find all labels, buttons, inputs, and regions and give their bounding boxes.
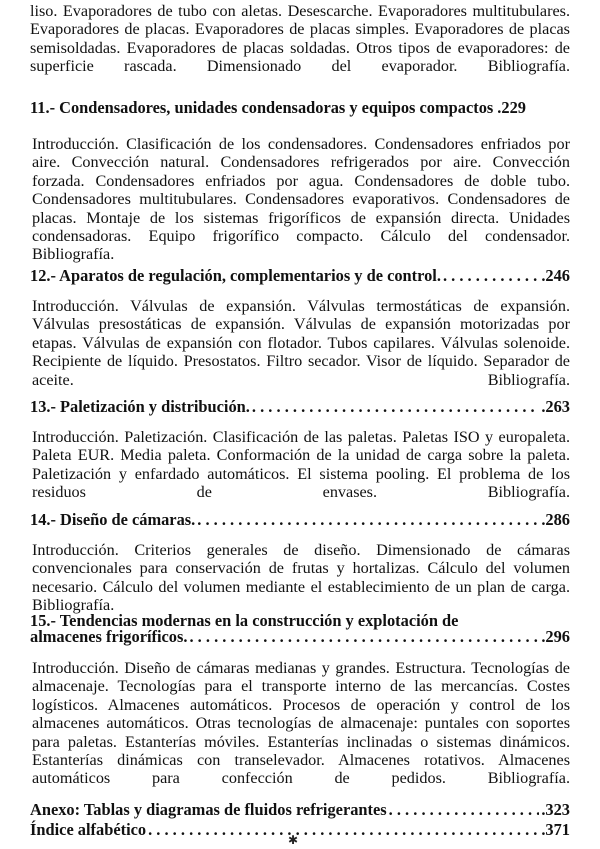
chapter-heading[interactable]	[30, 98, 570, 117]
appendix-heading[interactable]	[30, 800, 570, 819]
toc-entry-13[interactable]	[30, 397, 570, 520]
leader-dots	[148, 820, 539, 839]
toc-entry-12[interactable]	[30, 266, 570, 407]
leader-dots	[189, 629, 539, 645]
leader-dots	[443, 266, 539, 285]
chapter-description: Introducción. Válvulas de expansión. Válvulas termostáticas de expansión. Válvulas presostáticas de expansión. Válvulas de expansión motorizadas por etapas. Válvulas de expansión con flotador. Tubos capilares. Válvulas solenoide. Recipiente de líquido. Presostatos. Filtro secador. Visor de líquido. Separador de aceite. Bibliografía.	[32, 297, 570, 389]
toc-entry-appendix[interactable]	[30, 800, 570, 819]
chapter-title: 14.- Diseño de cámaras.	[30, 510, 196, 529]
toc-entry-15[interactable]	[30, 613, 570, 806]
leader-dots	[389, 800, 540, 819]
index-heading[interactable]	[30, 820, 570, 839]
chapter-page-number: .246	[541, 266, 570, 285]
chapter-title: 13.- Paletización y distribución.	[30, 397, 250, 416]
chapter-title: 11.- Condensadores, unidades condensadoras y equipos compactos	[30, 98, 494, 117]
chapter-page-number: .286	[541, 510, 570, 529]
leader-dots	[252, 397, 539, 416]
appendix-title: Anexo: Tablas y diagramas de fluidos refrigerantes	[30, 800, 387, 819]
chapter-description: Introducción. Diseño de cámaras medianas y grandes. Estructura. Tecnologías de almacenaje. Tecnologías para el transporte interno de las mercancías. Costes logísticos. Almacenes automáticos. Procesos de operación y control de los almacenes automáticos. Otras tecnologías de almacenaje: puntales con soportes para paletas. Estanterías móviles. Estanterías inclinadas o sistemas dinámicos. Estanterías dinámicas con transelevador. Almacenes rotativos. Almacenes automáticos para confección de pedidos. Bibliografía.	[32, 659, 570, 788]
chapter-description: Introducción. Criterios generales de diseño. Dimensionado de cámaras convencionales para conservación de frutas y hortalizas. Cálculo del volumen necesario. Cálculo del volumen mediante el establecimiento de un plan de carga. Bibliografía.	[32, 541, 570, 615]
chapter-title: 12.- Aparatos de regulación, complementarios y de control.	[30, 266, 441, 285]
chapter-page-number: .229	[497, 98, 526, 117]
appendix-page-number: .323	[541, 800, 570, 819]
chapter-heading[interactable]	[30, 397, 570, 416]
leader-dots	[197, 510, 539, 529]
chapter-description: Introducción. Clasificación de los condensadores. Condensadores enfriados por aire. Convección natural. Condensadores refrigerados por aire. Convección forzada. Condensadores enfriados por agua. Condensadores de doble tubo. Condensadores multitubulares. Condensadores evaporativos. Condensadores de placas. Montaje de los sistemas frigoríficos de expansión directa. Unidades condensadoras. Equipo frigorífico compacto. Cálculo del condensador. Bibliografía.	[32, 135, 570, 264]
index-title: Índice alfabético	[30, 820, 147, 839]
chapter-heading[interactable]	[30, 266, 570, 285]
star-ornament-icon: ✱	[288, 833, 299, 847]
chapter-title-line1: 15.- Tendencias modernas en la construcción y explotación de	[30, 611, 459, 630]
chapter-heading[interactable]	[30, 613, 570, 645]
chapter-description: Introducción. Paletización. Clasificación de las paletas. Paletas ISO y europaleta. Paleta EUR. Media paleta. Conformación de la unidad de carga sobre la paleta. Paletización y enfardado automáticos. El sistema pooling. El problema de los residuos de envases. Bibliografía.	[32, 428, 570, 502]
index-page-number: .371	[541, 820, 570, 839]
toc-entry-11[interactable]	[30, 98, 570, 282]
chapter-page-number: .263	[541, 397, 570, 416]
chapter-page-number: .296	[541, 627, 570, 646]
continued-description: liso. Evaporadores de tubo con aletas. Desescarche. Evaporadores multitubulares. Evaporadores de placas. Evaporadores de placas simples. Evaporadores de placas semisoldadas. Evaporadores de placas soldadas. Otros tipos de evaporadores: de superficie rascada. Dimensionado del evaporador. Bibliografía.	[30, 2, 570, 76]
chapter-title-line2: almacenes frigoríficos.	[30, 627, 188, 646]
toc-entry-index[interactable]	[30, 820, 570, 839]
chapter-heading[interactable]	[30, 510, 570, 529]
